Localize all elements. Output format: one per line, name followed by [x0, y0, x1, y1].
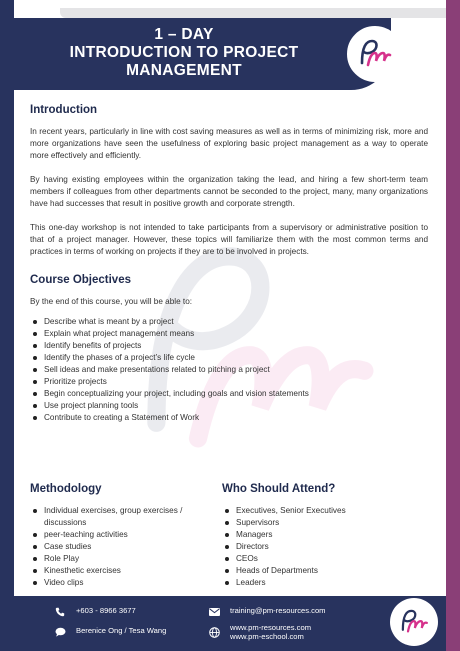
phone-icon — [54, 606, 66, 618]
list-item: Case studies — [30, 541, 222, 553]
contact-footer — [14, 596, 446, 651]
objectives-list — [30, 316, 428, 424]
list-item: Kinesthetic exercises — [30, 565, 222, 577]
list-item: Supervisors — [222, 517, 414, 529]
title-line-2: INTRODUCTION TO PROJECT — [69, 44, 299, 61]
list-item: Individual exercises, group exercises / discussions — [30, 505, 222, 529]
list-item: Prioritize projects — [30, 376, 428, 388]
list-item: Explain what project management means — [30, 328, 428, 340]
right-accent-stripe — [446, 0, 460, 651]
phone-contact[interactable] — [54, 606, 136, 618]
methodology-column — [30, 483, 222, 589]
chat-bubble-icon — [54, 626, 66, 638]
contact-person — [54, 626, 166, 638]
phone-number: +603 - 8966 3677 — [76, 606, 136, 615]
pm-logo-icon — [347, 26, 403, 82]
attend-list — [222, 505, 414, 589]
globe-icon — [208, 626, 220, 638]
attend-column — [222, 483, 414, 589]
email-address: training@pm-resources.com — [230, 606, 326, 615]
list-item: Describe what is meant by a project — [30, 316, 428, 328]
list-item: Directors — [222, 541, 414, 553]
methodology-heading: Methodology — [30, 483, 102, 495]
list-item: Identify the phases of a project’s life cycle — [30, 352, 428, 364]
main-content — [30, 104, 428, 424]
list-item: peer-teaching activities — [30, 529, 222, 541]
list-item: CEOs — [222, 553, 414, 565]
objectives-heading: Course Objectives — [30, 274, 131, 286]
website-contact[interactable] — [208, 623, 311, 641]
pm-logo-footer-icon — [390, 598, 438, 646]
left-accent-stripe — [0, 0, 14, 651]
methodology-list — [30, 505, 222, 589]
list-item: Contribute to creating a Statement of Work — [30, 412, 428, 424]
two-column-section — [30, 483, 428, 589]
attend-heading: Who Should Attend? — [222, 483, 336, 495]
list-item: Identify benefits of projects — [30, 340, 428, 352]
list-item: Video clips — [30, 577, 222, 589]
introduction-heading: Introduction — [30, 104, 98, 116]
title-banner — [14, 18, 391, 90]
list-item: Executives, Senior Executives — [222, 505, 414, 517]
contact-names: Berenice Ong / Tesa Wang — [76, 626, 167, 635]
objectives-intro: By the end of this course, you will be able to: — [30, 297, 193, 306]
title-line-1: 1 – DAY — [154, 26, 214, 43]
list-item: Managers — [222, 529, 414, 541]
title-line-3: MANAGEMENT — [126, 62, 242, 79]
list-item: Leaders — [222, 577, 414, 589]
website-url-1[interactable]: www.pm-resources.com — [230, 623, 312, 632]
top-grey-bar — [60, 8, 446, 18]
list-item: Role Play — [30, 553, 222, 565]
intro-paragraph: This one-day workshop is not intended to take participants from a supervisory or administrative position to that of a project manager. However, these topics will familiarize them with the most common terms and practices in terms of working on projects if they are to be involved in projects. — [30, 223, 428, 256]
list-item: Use project planning tools — [30, 400, 428, 412]
envelope-icon — [208, 606, 220, 618]
list-item: Sell ideas and make presentations related to pitching a project — [30, 364, 428, 376]
email-contact[interactable] — [208, 606, 326, 618]
list-item: Begin conceptualizing your project, including goals and vision statements — [30, 388, 428, 400]
intro-paragraph: In recent years, particularly in line with cost saving measures as well as in terms of minimizing risk, more and more organizations have seen the usefulness of exploring basic project management as a way to operate more effectively and efficiently. — [30, 127, 428, 160]
website-url-2[interactable]: www.pm-eschool.com — [230, 632, 304, 641]
website-links — [230, 623, 311, 641]
page-title — [34, 26, 334, 80]
intro-paragraph: By having existing employees within the organization taking the lead, and hiring a few short-term team members if colleagues from other departments cannot be seconded to the project, many, many organizations have had successes that result in positive growth and corporate strength. — [30, 175, 428, 208]
list-item: Heads of Departments — [222, 565, 414, 577]
